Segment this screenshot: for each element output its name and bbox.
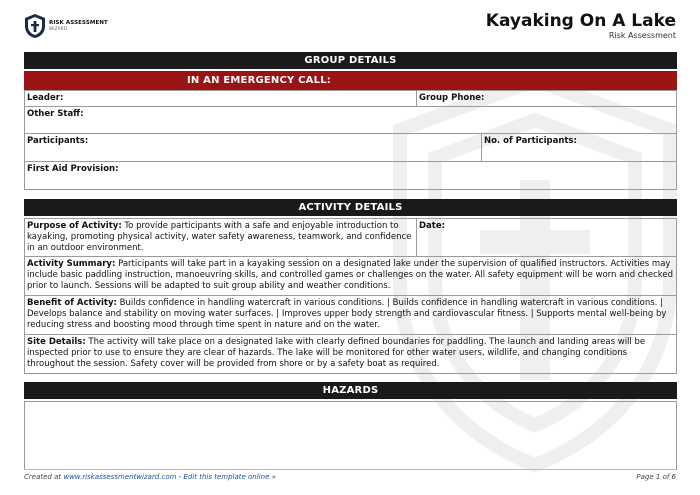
other-staff-label: Other Staff:: [27, 109, 84, 119]
footer-created-prefix: Created at: [24, 473, 64, 481]
first-aid-label: First Aid Provision:: [27, 164, 119, 174]
activity-details-heading: ACTIVITY DETAILS: [24, 199, 677, 216]
purpose-field[interactable]: [25, 219, 416, 256]
purpose-text: To provide participants with a safe and enjoyable introduction to kayaking, promoting physical activity, water safety awareness, teamwork, and confidence in an outdoor environment.: [27, 221, 412, 253]
hazards-section: [24, 382, 677, 470]
benefit-field[interactable]: [25, 296, 676, 334]
summary-field[interactable]: [25, 257, 676, 295]
participants-row: [24, 134, 677, 162]
other-staff-field[interactable]: [25, 107, 676, 133]
footer-credit: [24, 473, 276, 481]
no-participants-label: No. of Participants:: [484, 136, 577, 146]
hazards-heading: HAZARDS: [24, 382, 677, 399]
site-field[interactable]: [25, 335, 676, 373]
first-aid-field[interactable]: [25, 162, 676, 189]
site-label: Site Details:: [27, 337, 86, 347]
page-subtitle: Risk Assessment: [608, 31, 676, 40]
hazards-table: [24, 401, 677, 470]
date-label: Date:: [419, 221, 446, 231]
footer-divider: [24, 469, 676, 470]
page-title: Kayaking On A Lake: [485, 11, 676, 31]
activity-details-section: [24, 199, 677, 374]
footer-edit-link[interactable]: www.riskassessmentwizard.com - Edit this template online »: [63, 473, 276, 481]
participants-label: Participants:: [27, 136, 89, 146]
benefit-text: Builds confidence in handling watercraft in various conditions. | Builds confidence in handling watercraft in various conditions. | Develops balance and stability on moving water surfaces. | Improves upper body strength and cardiovascular fitness. | Supports mental well-being by reducing stress and boosting mood through time spent in nature and on the water.: [27, 298, 667, 330]
purpose-label: Purpose of Activity:: [27, 221, 122, 231]
leader-row: [24, 90, 677, 107]
no-participants-field[interactable]: [481, 134, 676, 161]
leader-field[interactable]: [25, 91, 416, 106]
date-field[interactable]: [416, 219, 676, 256]
group-details-section: [24, 52, 677, 190]
group-phone-field[interactable]: [416, 91, 676, 106]
page-number: Page 1 of 6: [636, 473, 676, 481]
emergency-call-banner: IN AN EMERGENCY CALL:: [24, 71, 677, 90]
summary-row: [24, 257, 677, 296]
other-staff-row: [24, 107, 677, 134]
logo-title: RISK ASSESSMENT: [49, 19, 108, 26]
site-row: [24, 335, 677, 374]
logo-subtitle: WIZARD: [49, 26, 68, 32]
leader-label: Leader:: [27, 93, 64, 103]
benefit-label: Benefit of Activity:: [27, 298, 117, 308]
benefit-row: [24, 296, 677, 335]
summary-text: Participants will take part in a kayaking session on a designated lake under the supervision of qualified instructors. Activities may include basic paddling instruction, manoeuvring skills, and controlled games or challenges on the water. All safety equipment will be worn and checked prior to launch. Sessions will be adapted to suit group ability and weather conditions.: [27, 259, 674, 291]
shield-icon: [24, 13, 46, 39]
purpose-row: [24, 218, 677, 257]
participants-field[interactable]: [25, 134, 481, 161]
site-text: The activity will take place on a designated lake with clearly defined boundaries for paddling. The launch and landing areas will be inspected prior to use to ensure they are clear of hazards. The lake will be monitored for other water users, wildlife, and changing conditions throughout the session. Safety cover will be provided from shore or by a safety boat as required.: [27, 337, 646, 369]
brand-logo[interactable]: [24, 13, 108, 39]
summary-label: Activity Summary:: [27, 259, 116, 269]
first-aid-row: [24, 162, 677, 190]
group-phone-label: Group Phone:: [419, 93, 485, 103]
group-details-heading: GROUP DETAILS: [24, 52, 677, 69]
